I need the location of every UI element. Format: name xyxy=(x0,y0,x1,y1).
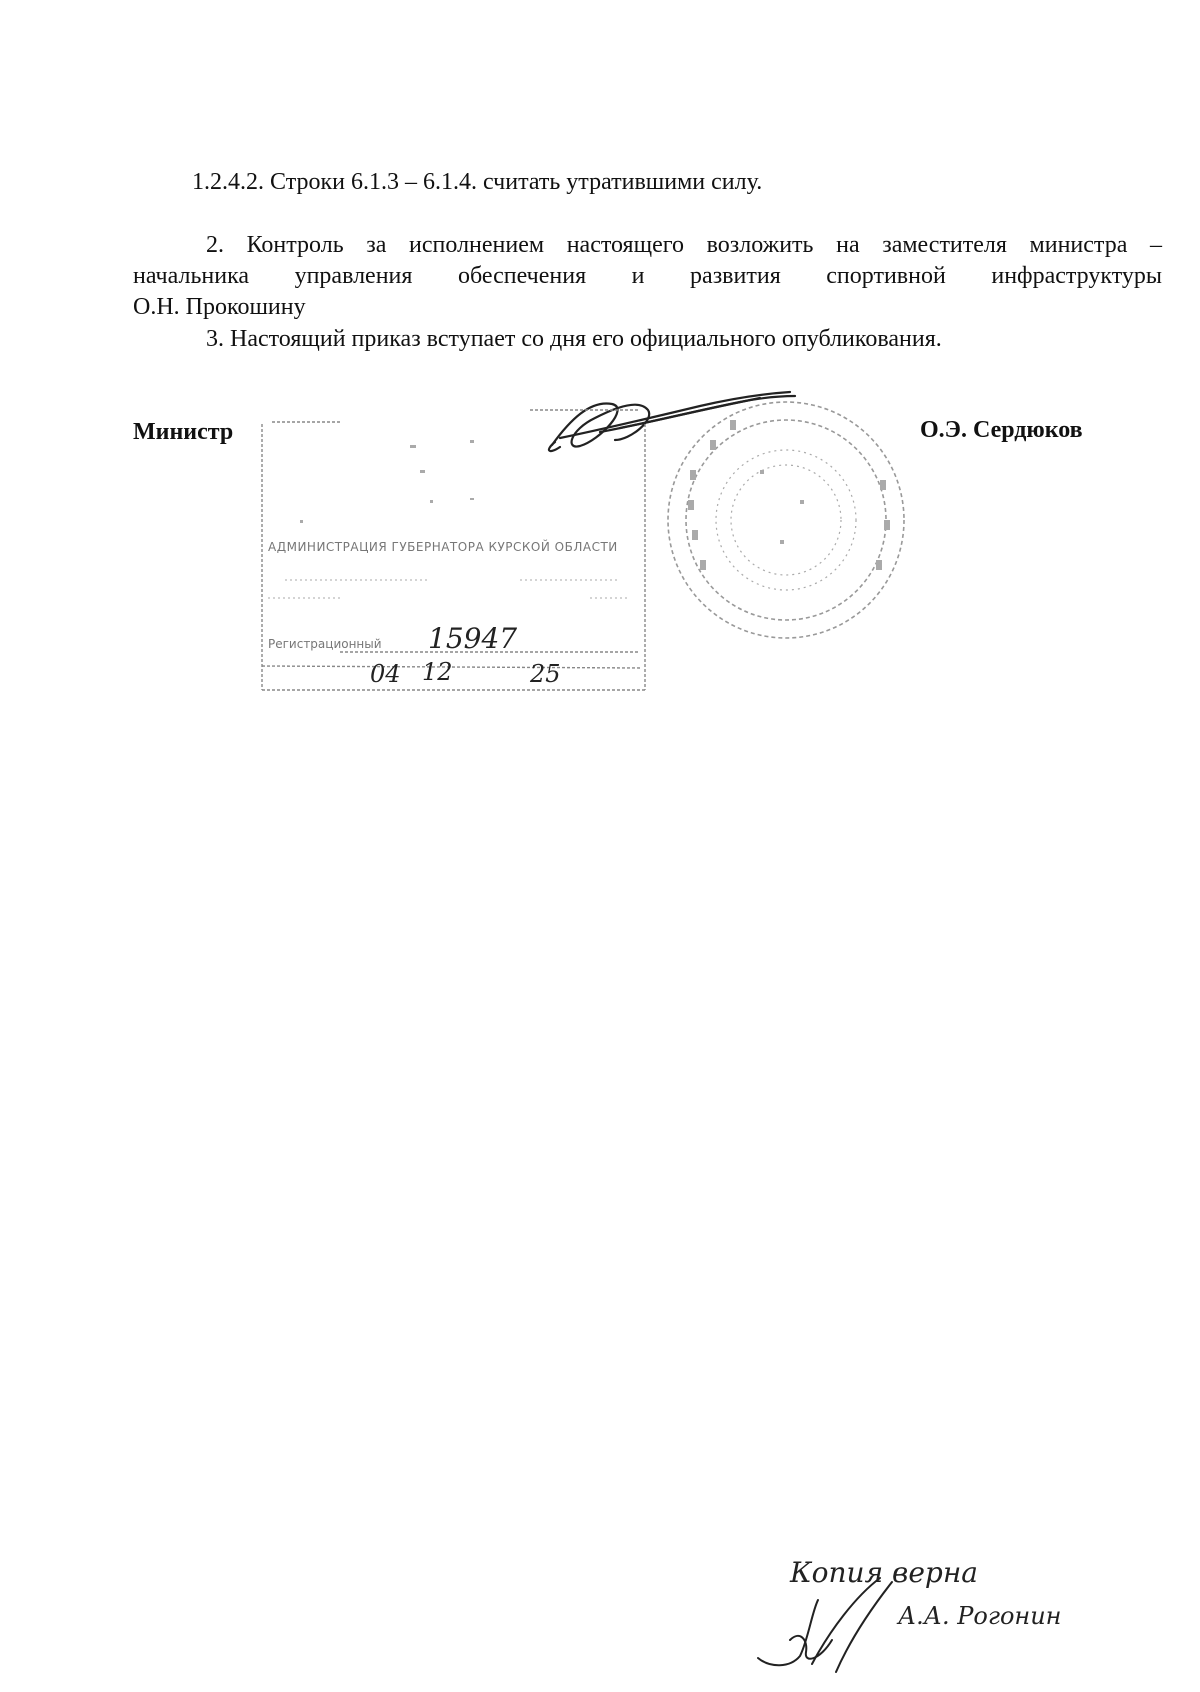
paragraph-2-line-3: О.Н. Прокошину xyxy=(133,294,306,320)
copy-verified-note: Копия верна xyxy=(790,1556,978,1589)
registration-number: 15947 xyxy=(428,622,518,655)
registration-date-day: 04 xyxy=(370,660,401,688)
registration-label: Регистрационный xyxy=(268,637,382,651)
paragraph-2-line-1: 2. Контроль за исполнением настоящего возложить на заместителя министра – xyxy=(206,232,1162,258)
minister-name: О.Э. Сердюков xyxy=(920,417,1083,443)
registration-date-year: 25 xyxy=(530,660,561,688)
paragraph-3: 3. Настоящий приказ вступает со дня его официального опубликования. xyxy=(206,326,942,352)
minister-title: Министр xyxy=(133,419,234,445)
registration-date-month: 12 xyxy=(422,658,453,686)
paragraph-2-line-2: начальника управления обеспечения и развития спортивной инфраструктуры xyxy=(133,263,1162,289)
certifier-name: А.А. Рогонин xyxy=(898,1602,1062,1630)
paragraph-1-2-4-2: 1.2.4.2. Строки 6.1.3 – 6.1.4. считать утратившими силу. xyxy=(192,169,763,195)
registration-stamp-header: АДМИНИСТРАЦИЯ ГУБЕРНАТОРА КУРСКОЙ ОБЛАСТИ xyxy=(268,540,618,554)
